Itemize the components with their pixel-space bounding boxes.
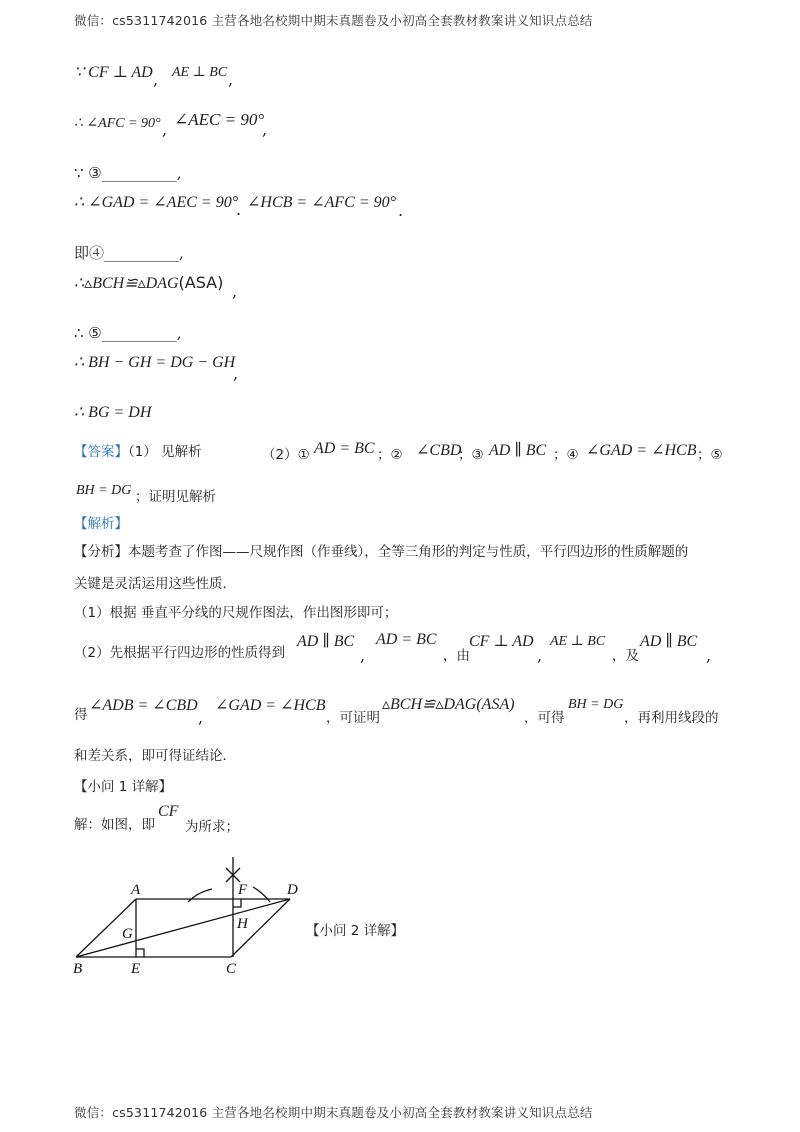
analysis-step3-s4: ，再利用线段的 [624, 710, 719, 726]
proof-line-8: ∴ BH − GH = DG − GH [74, 354, 236, 371]
answer-s1: ；② [377, 447, 403, 463]
proof-line-2: ∴ ∠AFC = 90° [74, 116, 161, 131]
answer-m5: BH = DG [76, 483, 132, 498]
diagonal-bd [76, 899, 290, 957]
proof-line-3: ∵ ③__________, [74, 164, 182, 182]
proof-line-4: ∴ ∠GAD = ∠AEC = 90° [74, 194, 239, 211]
analysis-step3-m2: ∠GAD = ∠HCB [215, 697, 326, 714]
answer-line-1: 【答案】（1） 见解析 [74, 444, 202, 460]
analysis-step3-m3: ▵BCH≌▵DAG(ASA) [382, 696, 515, 713]
label-e: E [131, 961, 141, 977]
analysis-comma: , [706, 646, 712, 665]
proof-period: . [398, 201, 404, 220]
proof-line-7: ∴ ⑤__________, [74, 324, 182, 342]
analysis-step3-s2: ，可证明 [326, 710, 380, 726]
analysis-step-2: （2）先根据平行四边形的性质得到 [74, 645, 286, 661]
answer-m3: AD ∥ BC [489, 442, 547, 459]
proof-line-1: ∵ CF ⊥ AD [74, 64, 153, 81]
answer-part-2: （2）① [262, 447, 310, 463]
q1-text: 解：如图，即 [74, 817, 155, 833]
analysis-step-1: （1）根据 垂直平分线的尺规作图法，作出图形即可； [74, 605, 398, 621]
analysis-label: 【解析】 [74, 516, 128, 532]
answer-s3: ；④ [553, 447, 579, 463]
analysis-intro-2: 关键是灵活运用这些性质． [74, 576, 236, 592]
page-header: 微信：cs5311742016 主营各地名校期中期末真题卷及小初高全套教材教案讲义知识点总结 [74, 13, 593, 28]
q1-text-math: CF [158, 803, 179, 820]
right-angle-e [136, 949, 144, 957]
proof-line-6: ∴▵BCH≌▵DAG(ASA) [74, 273, 224, 292]
q1-text-tail: 为所求； [185, 819, 239, 835]
right-angle-f [233, 899, 241, 907]
label-g: G [122, 926, 133, 942]
proof-comma: , [162, 120, 168, 139]
proof-line-4-b: ∠HCB = ∠AFC = 90° [247, 194, 397, 211]
construction-arc-left [188, 889, 212, 902]
analysis-step2-m4: AE ⊥ BC [550, 634, 606, 649]
answer-label: 【答案】 [74, 444, 128, 460]
page-footer: 微信：cs5311742016 主营各地名校期中期末真题卷及小初高全套教材教案讲义知识点总结 [74, 1105, 593, 1120]
label-d: D [287, 882, 298, 898]
analysis-step-3: 得 [74, 707, 88, 723]
analysis-step2-m2: AD = BC [376, 631, 437, 648]
label-b: B [73, 961, 83, 977]
answer-s4: ；⑤ [697, 447, 723, 463]
analysis-step2-s4: ，及 [612, 648, 639, 664]
proof-comma: , [153, 70, 159, 89]
construction-arc-right [253, 887, 270, 902]
answer-s2: ；③ [458, 447, 484, 463]
proof-comma: , [232, 282, 238, 301]
analysis-step2-m3: CF ⊥ AD [469, 633, 534, 650]
analysis-step3-m4: BH = DG [568, 697, 624, 712]
proof-line-2-b: ∠AEC = 90° [174, 110, 265, 129]
analysis-comma: , [360, 646, 366, 665]
label-c: C [226, 961, 237, 977]
analysis-intro-1: 【分析】本题考查了作图——尺规作图（作垂线），全等三角形的判定与性质，平行四边形的性质解题的 [74, 544, 689, 560]
analysis-step3-s3: ，可得 [524, 710, 565, 726]
q1-title: 【小问 1 详解】 [74, 779, 173, 795]
proof-line-5: 即④__________, [74, 244, 184, 262]
answer-m2: ∠CBD [416, 442, 462, 459]
proof-comma: , [262, 120, 268, 139]
analysis-step2-s2: ，由 [443, 648, 470, 664]
answer-m1: AD = BC [314, 440, 375, 457]
analysis-step-4: 和差关系，即可得证结论． [74, 748, 236, 764]
proof-line-1-b: AE ⊥ BC [172, 65, 228, 80]
label-a: A [131, 882, 141, 898]
q2-title: 【小问 2 详解】 [306, 923, 405, 939]
label-h: H [237, 916, 248, 932]
proof-line-9: ∴ BG = DH [74, 404, 152, 421]
analysis-step3-m1: ∠ADB = ∠CBD [89, 697, 198, 714]
proof-comma: , [233, 364, 239, 383]
answer-s5: ；证明见解析 [135, 489, 216, 505]
analysis-comma: , [537, 646, 543, 665]
analysis-step2-m5: AD ∥ BC [640, 633, 698, 650]
analysis-step2-m1: AD ∥ BC [297, 633, 355, 650]
answer-m4: ∠GAD = ∠HCB [586, 442, 697, 459]
proof-comma: . [236, 200, 242, 219]
analysis-comma: , [198, 708, 204, 727]
proof-comma: , [228, 70, 234, 89]
label-f: F [238, 882, 248, 898]
